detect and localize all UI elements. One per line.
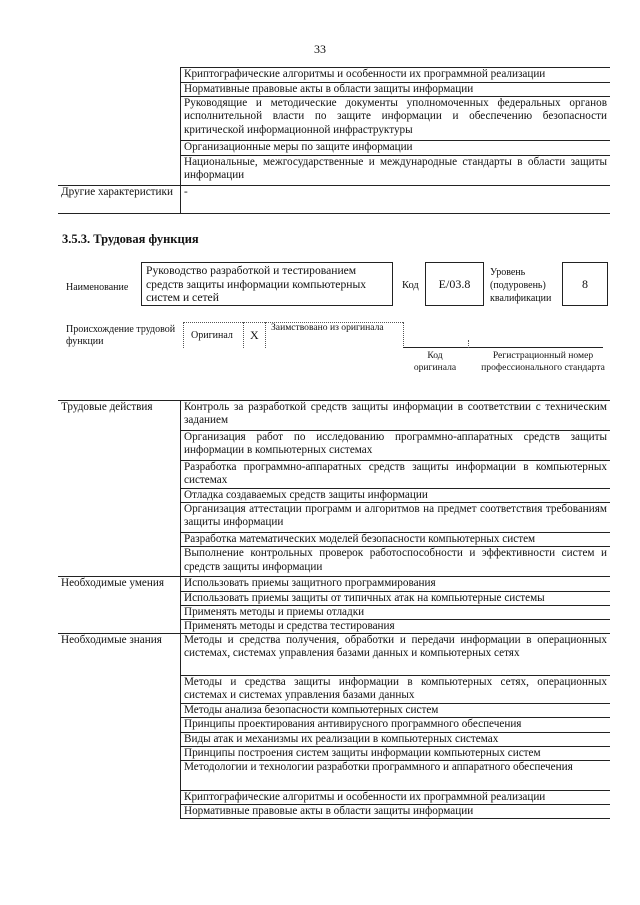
- origin-bottom-line: [403, 347, 603, 348]
- level-value: 8: [582, 276, 588, 291]
- reg-caption: Регистрационный номер профессионального стандарта: [481, 350, 605, 373]
- list-item: Организация аттестации программ и алгоритмов на предмет соответствия требованиям защиты информации: [181, 503, 611, 533]
- list-item: Криптографические алгоритмы и особенности их программной реализации: [181, 791, 611, 805]
- list-item: Методы анализа безопасности компьютерных систем: [181, 704, 611, 718]
- list-item: Выполнение контрольных проверок работоспособности и эффективности систем и средств защиты информации: [181, 547, 611, 577]
- origin-row: [183, 322, 605, 348]
- list-item: Организация работ по исследованию программно-аппаратных средств защиты информации в компьютерных системах: [181, 431, 611, 461]
- level-label: Уровень (подуровень) квалификации: [490, 267, 552, 304]
- continuation-table: [58, 67, 610, 214]
- table-row: [58, 401, 610, 431]
- origin-divider: [183, 322, 184, 348]
- origin-divider: [265, 322, 266, 348]
- list-item: Виды атак и механизмы их реализации в компьютерных системах: [181, 732, 611, 746]
- list-item: Принципы проектирования антивирусного программного обеспечения: [181, 718, 611, 732]
- knowledge-item: Нормативные правовые акты в области защиты информации: [181, 83, 611, 97]
- section-label: Необходимые знания: [58, 634, 181, 819]
- list-item: Отладка создаваемых средств защиты информации: [181, 489, 611, 503]
- labor-function-table: [58, 400, 610, 819]
- list-item: Методологии и технологии разработки программного и аппаратного обеспечения: [181, 761, 611, 791]
- page-number: 33: [314, 42, 326, 56]
- list-item: Применять методы и приемы отладки: [181, 605, 611, 619]
- table-row: [58, 186, 610, 214]
- knowledge-item: Руководящие и методические документы уполномоченных федеральных органов исполнительной власти по защите информации и обеспечению безопасности критической информационной инфраструктуры: [181, 97, 611, 141]
- table-row: [58, 68, 610, 83]
- function-name: Руководство разработкой и тестированием средств защиты информации компьютерных систем и сетей: [146, 264, 367, 305]
- list-item: Использовать приемы защитного программирования: [181, 577, 611, 591]
- origin-divider: [243, 322, 244, 348]
- name-box: [141, 262, 393, 306]
- list-item: Принципы построения систем защиты информации компьютерных систем: [181, 746, 611, 760]
- original-mark: X: [250, 328, 259, 342]
- origin-divider: [403, 322, 404, 348]
- name-label: Наименование: [66, 282, 129, 293]
- table-row: [58, 634, 610, 676]
- borrowed-label: Заимствовано из оригинала: [271, 322, 384, 333]
- list-item: Применять методы и средства тестирования: [181, 620, 611, 634]
- knowledge-item: Национальные, межгосударственные и международные стандарты в области защиты информации: [181, 156, 611, 186]
- code-label: Код: [402, 280, 419, 291]
- section-label: Трудовые действия: [58, 401, 181, 577]
- knowledge-item: Организационные меры по защите информации: [181, 141, 611, 156]
- knowledge-item: Криптографические алгоритмы и особенности их программной реализации: [181, 68, 611, 83]
- list-item: Методы и средства защиты информации в компьютерных сетях, операционных системах и системах управления базами данных: [181, 676, 611, 704]
- section-label: Необходимые умения: [58, 577, 181, 634]
- list-item: Методы и средства получения, обработки и передачи информации в операционных системах, системах управления базами данных и компьютерных сетях: [181, 634, 611, 676]
- list-item: Нормативные правовые акты в области защиты информации: [181, 805, 611, 819]
- list-item: Разработка программно-аппаратных средств защиты информации в компьютерных системах: [181, 461, 611, 489]
- list-item: Разработка математических моделей безопасности компьютерных систем: [181, 533, 611, 547]
- other-characteristics-value: -: [181, 186, 611, 214]
- list-item: Контроль за разработкой средств защиты информации в соответствии с техническим заданием: [181, 401, 611, 431]
- code-box: [425, 262, 484, 306]
- code-value: E/03.8: [438, 276, 471, 291]
- origin-divider: [468, 340, 469, 348]
- level-box: [562, 262, 608, 306]
- origin-label: Происхождение трудовой функции: [66, 324, 176, 347]
- empty-label-cell: [58, 68, 181, 186]
- list-item: Использовать приемы защиты от типичных атак на компьютерные системы: [181, 591, 611, 605]
- table-row: [58, 577, 610, 591]
- code-caption: Код оригинала: [413, 350, 457, 373]
- other-characteristics-label: Другие характеристики: [58, 186, 181, 214]
- original-label: Оригинал: [191, 330, 233, 341]
- section-heading: 3.5.3. Трудовая функция: [62, 232, 199, 246]
